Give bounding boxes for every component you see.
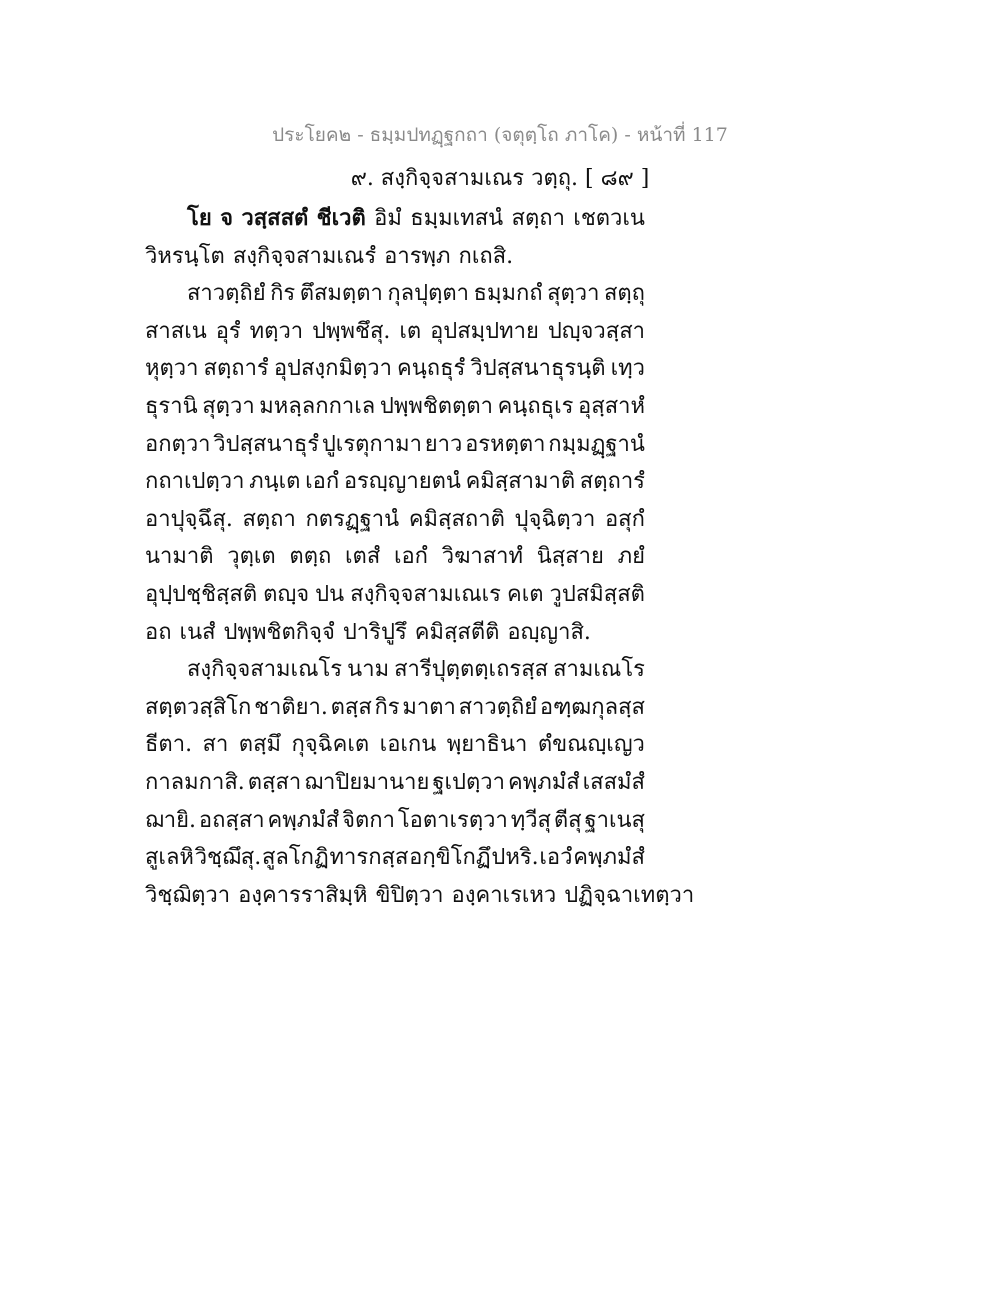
word: อุรํ [215,318,241,344]
text-line [145,388,645,426]
word: วสฺสสตํ [241,205,309,231]
running-header-text: ประโยค๒ - ธมฺมปทฏฺฐกถา (จตุตฺโถ ภาโค) - หน้าที่ 117 [272,124,728,146]
word: สาสเน [145,318,207,344]
word: ปฏิจฺฉาเทตฺวา [564,882,695,908]
word: สาวตฺถิยํ [187,281,266,307]
word: อาปุจฺฉึสุ. [145,506,233,532]
word: สารีปุตฺตตฺเถรสฺส [394,657,549,683]
word: คมิสฺสามาติ [465,469,576,495]
word: ฌายิ. [145,807,197,833]
text-line [145,764,645,802]
word: เชตวเน [573,206,645,231]
word: สตฺถุ [603,281,645,307]
word: วิชฺฌึสุ. [194,845,262,871]
word: อารพฺภ [384,243,451,269]
word: วุตฺเต [227,544,276,570]
word: ปญฺจวสฺสา [547,318,645,344]
word: ทารกสฺส [329,845,409,871]
word: กาลมกาสิ. [145,769,245,795]
word: ฌาปิยมานาย [304,769,430,795]
word: สตฺถา [511,206,565,231]
word: เสสมํสํ [582,769,645,795]
word: ตีสุ [553,807,582,833]
word: นามาติ [145,544,214,570]
word: วิหรนฺโต [145,243,225,269]
word: ตสฺสา [247,769,302,795]
text-line [145,426,645,464]
word: ธมฺมเทสนํ [410,206,504,231]
word: ปุจฺฉิตฺวา [514,506,596,532]
word: โอตาเรตฺวา [397,807,508,833]
word: ตึสมตฺตา [299,281,383,307]
word: วูปสมิสฺสติ [549,581,645,607]
text-line [145,350,645,388]
word: ธีตา. [145,732,193,758]
word: สงฺกิจฺจสามเณโร [187,657,343,683]
word: วิชฺฌิตฺวา [145,882,231,908]
word: ธมฺมกถํ [473,281,543,307]
text-line [145,576,645,614]
word: นาม [347,657,390,683]
word: อรญฺญายตนํ [343,469,461,495]
word: คพฺภมํสํ [573,845,645,871]
word: องฺคาเรเหว [451,882,557,908]
word: ตญฺจ [263,581,310,607]
text-line [145,802,645,840]
word: คนฺถธุรํ [397,356,466,382]
text-line [145,200,645,238]
word: นิสฺสาย [536,544,604,570]
word: วิฆาสาทํ [441,544,524,570]
word: คพฺภมํสํ [267,807,340,833]
text-line [145,463,645,501]
text-line [145,877,695,915]
word: ตสฺส [330,694,372,720]
word: ฐาเนสุ [584,807,645,833]
word: วิปสฺสนาธุรํ [213,431,320,457]
chapter-title: ๙. สงฺกิจฺจสามเณร วตฺถุ. [ ๘๙ ] [350,166,650,191]
word: หุตฺวา [145,356,199,382]
text-line [145,275,645,313]
word: จ [220,205,233,231]
word: มาตา [402,694,456,720]
word: กมฺมฏฺฐานํ [548,431,645,457]
word: กเถสิ. [458,243,514,269]
word: อสุกํ [604,506,645,532]
word: สุตฺวา [547,281,600,307]
word: คเต [507,581,544,607]
word: สตฺถา [242,506,296,532]
text-line [145,501,645,539]
word: สาวตฺถิยํ [458,694,538,720]
word: ทฺวีสุ [510,807,551,833]
word: จิตกา [342,807,395,833]
word: ฐเปตฺวา [432,769,505,795]
word: องฺคารราสิมฺหิ [238,882,368,908]
word: มหลฺลกกาเล [259,393,376,419]
word: สตฺถารํ [579,469,645,495]
text-line [145,238,645,276]
body-text [145,200,695,914]
word: กุลปุตฺตา [387,281,470,307]
word: อฑฺฒกุลสฺส [539,694,645,720]
word: เอเกน [379,732,437,758]
word: อรหตฺตา [465,431,546,457]
text-line [145,538,645,576]
word: กุจฺฉิคเต [291,732,370,758]
word: คมิสฺสถาติ [408,506,505,532]
word: อกตฺวา [145,431,211,457]
word: ปพฺพชิตตฺตา [379,393,493,419]
word: ตสฺมึ [238,732,281,758]
word: อถ [145,619,172,645]
word: เอกํ [305,469,340,495]
word: อุปฺปชฺชิสฺสติ [145,581,258,607]
word: ทตฺวา [249,318,304,344]
text-line [145,313,645,351]
word: เอวํ [539,845,573,871]
word: คมิสฺสตีติ [414,619,500,645]
word: อุปสงฺกมิตฺวา [273,356,392,382]
word: ปหริ. [491,845,539,871]
word: อิมํ [374,206,402,231]
word: สา [202,732,229,758]
word: คพฺภมํสํ [507,769,580,795]
word: เทฺว [610,356,645,382]
word: สตฺตวสฺสิโก [145,694,252,720]
word: เอกํ [393,544,429,570]
word: กถาเปตฺวา [145,469,245,495]
word: สุตฺวา [202,393,255,419]
text-line [145,689,645,727]
word: ภนฺเต [249,469,301,495]
word: กิร [374,694,400,720]
word: สูลโกฏิ [261,845,329,871]
word: อกฺขิโกฏึ [409,845,491,871]
word: อุปสมฺปทาย [430,318,539,344]
text-line [145,651,645,689]
word: ภยํ [617,544,645,570]
word: ธุรานิ [145,393,198,419]
word: สงฺกิจฺจสามเณรํ [232,243,377,269]
word: โย [187,205,212,231]
word: ปพฺพชิตกิจฺจํ [223,619,335,645]
word: ชาติยา. [254,694,328,720]
word: ตํขณญฺเญว [537,732,645,758]
text-line [145,614,645,652]
word: ปน [315,581,345,607]
word: ปพฺพชึสุ. [312,318,391,344]
word: เต [399,318,422,344]
word: สามเณโร [553,657,645,683]
word: สูเลหิ [145,845,194,871]
word: อุสฺสาหํ [578,393,645,419]
word: ชีเวติ [316,205,366,231]
word: กิร [270,281,296,307]
word: เตสํ [345,544,381,570]
word: พฺยาธินา [446,732,528,758]
running-header [0,120,1000,150]
word: อญฺญาสิ. [507,619,591,645]
word: สงฺกิจฺจสามเณเร [350,581,501,607]
word: คนฺถธุเร [497,393,574,419]
word: ขิปิตฺวา [375,882,444,908]
word: ยาว [424,431,463,457]
word: เนสํ [179,619,216,645]
word: วิปสฺสนาธุรนฺติ [470,356,606,382]
word: ตตฺถ [289,544,332,570]
word: กตรฏฺฐานํ [305,506,400,532]
word: ปาริปูรึ [342,619,407,645]
word: สตฺถารํ [203,356,269,382]
word: อถสฺสา [198,807,265,833]
text-line [145,839,645,877]
word: ปูเรตุกามา [321,431,422,457]
text-line [145,726,645,764]
